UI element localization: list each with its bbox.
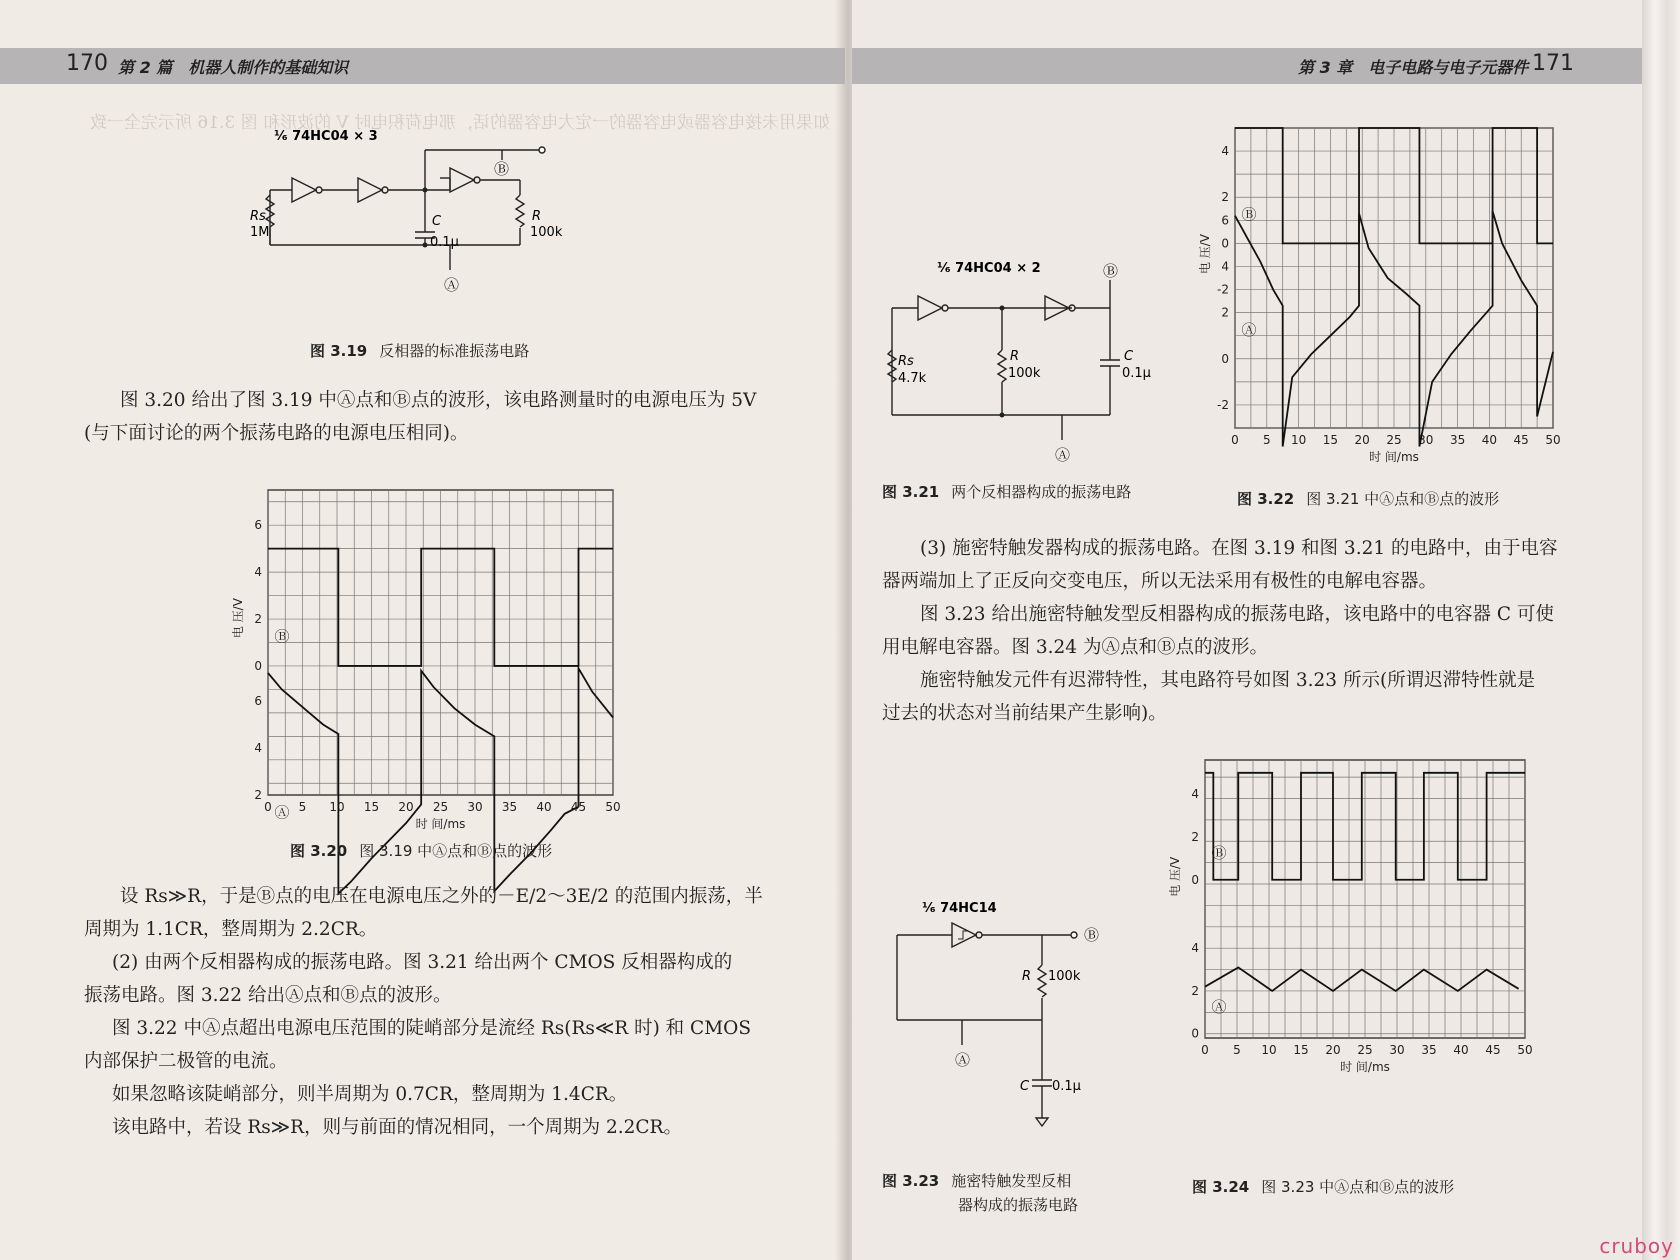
para-2-line-5: 图 3.22 中Ⓐ点超出电源电压范围的陡峭部分是流经 Rs(Rs≪R 时) 和 CMOS	[112, 1018, 751, 1039]
series-label: Ⓑ	[1211, 843, 1227, 862]
y-tick-label: 0	[1221, 351, 1229, 366]
para-2-line-6: 内部保护二极管的电流。	[84, 1051, 288, 1072]
x-tick-label: 35	[1449, 433, 1466, 447]
x-tick-label: 30	[467, 800, 483, 814]
y-axis-label: 电 压/V	[1198, 233, 1212, 275]
y-tick-label: 2	[1191, 829, 1199, 844]
para-3-line-3: 图 3.23 给出施密特触发型反相器构成的振荡电路，该电路中的电容器 C 可使	[920, 604, 1554, 625]
para-1-line-2: (与下面讨论的两个振荡电路的电源电压相同)。	[84, 423, 469, 444]
x-axis-label: 时 间/ms	[1369, 450, 1419, 464]
para-3-line-4: 用电解电容器。图 3.24 为Ⓐ点和Ⓑ点的波形。	[882, 637, 1268, 658]
x-tick-label: 5	[1233, 1043, 1241, 1057]
x-tick-label: 45	[570, 800, 587, 814]
fig3-23-circuit	[892, 900, 1152, 1140]
schmitt-inverter-icon	[952, 923, 976, 947]
para-2-line-2: 周期为 1.1CR，整周期为 2.2CR。	[84, 919, 378, 940]
y-tick-label: -2	[1217, 397, 1229, 412]
fig3-22-caption: 图 3.22 图 3.21 中Ⓐ点和Ⓑ点的波形	[1237, 490, 1500, 508]
x-tick-label: 30	[1389, 1043, 1405, 1057]
point-a-label: Ⓐ	[444, 276, 460, 294]
fig3-23-caption: 图 3.23 施密特触发型反相	[882, 1172, 1072, 1190]
page-number-right: 171	[1532, 51, 1574, 76]
x-axis-label: 时 间/ms	[1340, 1060, 1390, 1074]
right-page	[852, 0, 1642, 1260]
x-tick-label: 10	[329, 800, 345, 814]
c-label: C	[1020, 1079, 1030, 1094]
y-tick-label: 2	[1191, 983, 1199, 998]
x-tick-label: 10	[1261, 1043, 1277, 1057]
y-tick-label: 0	[1191, 872, 1199, 887]
x-tick-label: 25	[432, 800, 449, 814]
x-tick-label: 45	[1485, 1043, 1501, 1057]
para-2-line-1: 设 Rs≫R，于是Ⓑ点的电压在电源电压之外的－E/2～3E/2 的范围内振荡，半	[120, 886, 763, 907]
series-label: Ⓐ	[1241, 320, 1257, 339]
y-tick-label: 4	[1221, 259, 1229, 274]
x-tick-label: 5	[298, 800, 307, 814]
para-2-line-3: (2) 由两个反相器构成的振荡电路。图 3.21 给出两个 CMOS 反相器构成的	[112, 952, 733, 973]
x-tick-label: 0	[1231, 433, 1239, 447]
y-tick-label: 0	[1221, 236, 1229, 251]
x-tick-label: 40	[536, 800, 552, 814]
para-2-line-7: 如果忽略该陡峭部分，则半周期为 0.7CR，整周期为 1.4CR。	[112, 1084, 628, 1105]
x-tick-label: 50	[1517, 1043, 1533, 1057]
c-value: 0.1μ	[1122, 366, 1151, 381]
y-tick-label: 2	[1221, 190, 1229, 205]
x-tick-label: 25	[1357, 1043, 1373, 1057]
left-header	[0, 48, 845, 84]
x-axis-label: 时 间/ms	[415, 817, 466, 831]
y-tick-label: 4	[1191, 787, 1199, 802]
x-tick-label: 40	[1481, 433, 1498, 447]
point-b-label: Ⓑ	[1103, 262, 1119, 280]
y-tick-label: 4	[1221, 144, 1229, 159]
c-value: 0.1μ	[430, 235, 459, 250]
x-tick-label: 25	[1386, 433, 1402, 447]
ic-label: ¹⁄₆ 74HC04 × 3	[274, 129, 378, 144]
fig3-21-caption: 图 3.21 两个反相器构成的振荡电路	[882, 483, 1132, 501]
r-label: R	[1022, 969, 1032, 984]
c-label: C	[1124, 349, 1134, 364]
y-tick-label: 0	[1191, 1026, 1199, 1041]
y-tick-label: 2	[254, 612, 262, 627]
r-value: 100k	[1048, 969, 1081, 984]
x-tick-label: 40	[1453, 1043, 1469, 1057]
series-label: Ⓐ	[1211, 997, 1227, 1016]
ic-label: ¹⁄₆ 74HC04 × 2	[937, 261, 1041, 276]
x-tick-label: 35	[501, 800, 518, 814]
fig3-23-caption-line-2: 器构成的振荡电路	[958, 1196, 1079, 1214]
x-tick-label: 0	[264, 800, 272, 814]
fig3-19-caption: 图 3.19 反相器的标准振荡电路	[310, 342, 530, 360]
x-tick-label: 45	[1513, 433, 1529, 447]
y-tick-label: 0	[254, 658, 262, 673]
series-label: Ⓑ	[1241, 205, 1257, 224]
y-tick-label: 6	[254, 694, 262, 709]
page-number-left: 170	[66, 51, 108, 76]
x-tick-label: 20	[1325, 1043, 1341, 1057]
rs-value: 1M	[250, 225, 270, 240]
chapter-title: 第 3 章 电子电路与电子元器件	[1298, 58, 1529, 77]
point-a-label: Ⓐ	[1055, 446, 1071, 464]
rs-label: Rs	[898, 354, 914, 369]
bleed-through-text: 如果用未接电容器或电容器的一定大电容器的话，那电荷积电时 V 的波形和 图 3.16 所示完全一致	[90, 113, 831, 133]
y-axis-label: 电 压/V	[1168, 856, 1182, 897]
rs-label: Rs	[250, 209, 266, 224]
para-3-line-1: (3) 施密特触发器构成的振荡电路。在图 3.19 和图 3.21 的电路中，由于电容	[920, 538, 1558, 559]
r-label: R	[1010, 349, 1020, 364]
series-line-a	[1205, 967, 1519, 991]
part-title: 第 2 篇 机器人制作的基础知识	[118, 58, 349, 77]
c-value: 0.1μ	[1052, 1079, 1081, 1094]
x-tick-label: 15	[363, 800, 380, 814]
y-axis-label: 电 压/V	[231, 598, 245, 639]
x-tick-label: 15	[1293, 1043, 1309, 1057]
y-tick-label: 6	[1221, 213, 1229, 228]
x-tick-label: 10	[1290, 433, 1307, 447]
para-2-line-4: 振荡电路。图 3.22 给出Ⓐ点和Ⓑ点的波形。	[84, 985, 452, 1006]
page-edges	[1642, 0, 1680, 1260]
x-tick-label: 20	[398, 800, 414, 814]
series-label: Ⓑ	[274, 627, 290, 646]
fig3-24-caption: 图 3.24 图 3.23 中Ⓐ点和Ⓑ点的波形	[1192, 1178, 1455, 1196]
point-a-label: Ⓐ	[955, 1051, 971, 1069]
para-3-line-6: 过去的状态对当前结果产生影响)。	[882, 703, 1167, 724]
r-value: 100k	[1008, 366, 1041, 381]
x-tick-label: 0	[1201, 1043, 1209, 1057]
fig3-20-caption: 图 3.20 图 3.19 中Ⓐ点和Ⓑ点的波形	[290, 842, 553, 860]
y-tick-label: 4	[254, 565, 262, 580]
r-value: 100k	[530, 225, 563, 240]
x-tick-label: 50	[605, 800, 621, 814]
para-1-line-1: 图 3.20 给出了图 3.19 中Ⓐ点和Ⓑ点的波形，该电路测量时的电源电压为 5V	[120, 390, 757, 411]
x-tick-label: 20	[1354, 433, 1370, 447]
x-tick-label: 15	[1322, 433, 1339, 447]
x-tick-label: 30	[1418, 433, 1434, 447]
y-tick-label: 4	[254, 741, 262, 756]
para-2-line-8: 该电路中，若设 Rs≫R，则与前面的情况相同，一个周期为 2.2CR。	[112, 1117, 682, 1138]
point-b-label: Ⓑ	[1084, 926, 1100, 944]
x-tick-label: 5	[1262, 433, 1271, 447]
series-label: Ⓐ	[274, 803, 290, 822]
c-label: C	[432, 214, 442, 229]
r-label: R	[532, 209, 542, 224]
watermark: cruboy	[1599, 1234, 1674, 1258]
y-tick-label: -2	[1217, 282, 1229, 297]
para-3-line-2: 器两端加上了正反向交变电压，所以无法采用有极性的电解电容器。	[882, 571, 1438, 592]
y-tick-label: 4	[1191, 941, 1199, 956]
right-header	[852, 48, 1642, 84]
ic-label: ¹⁄₆ 74HC14	[922, 901, 997, 916]
point-b-label: Ⓑ	[494, 160, 510, 178]
rs-value: 4.7k	[898, 371, 927, 386]
para-3-line-5: 施密特触发元件有迟滞特性，其电路符号如图 3.23 所示(所谓迟滞特性就是	[920, 670, 1536, 691]
y-tick-label: 2	[254, 788, 262, 802]
y-tick-label: 6	[254, 518, 262, 533]
y-tick-label: 2	[1221, 305, 1229, 320]
x-tick-label: 35	[1421, 1043, 1437, 1057]
x-tick-label: 50	[1545, 433, 1561, 447]
